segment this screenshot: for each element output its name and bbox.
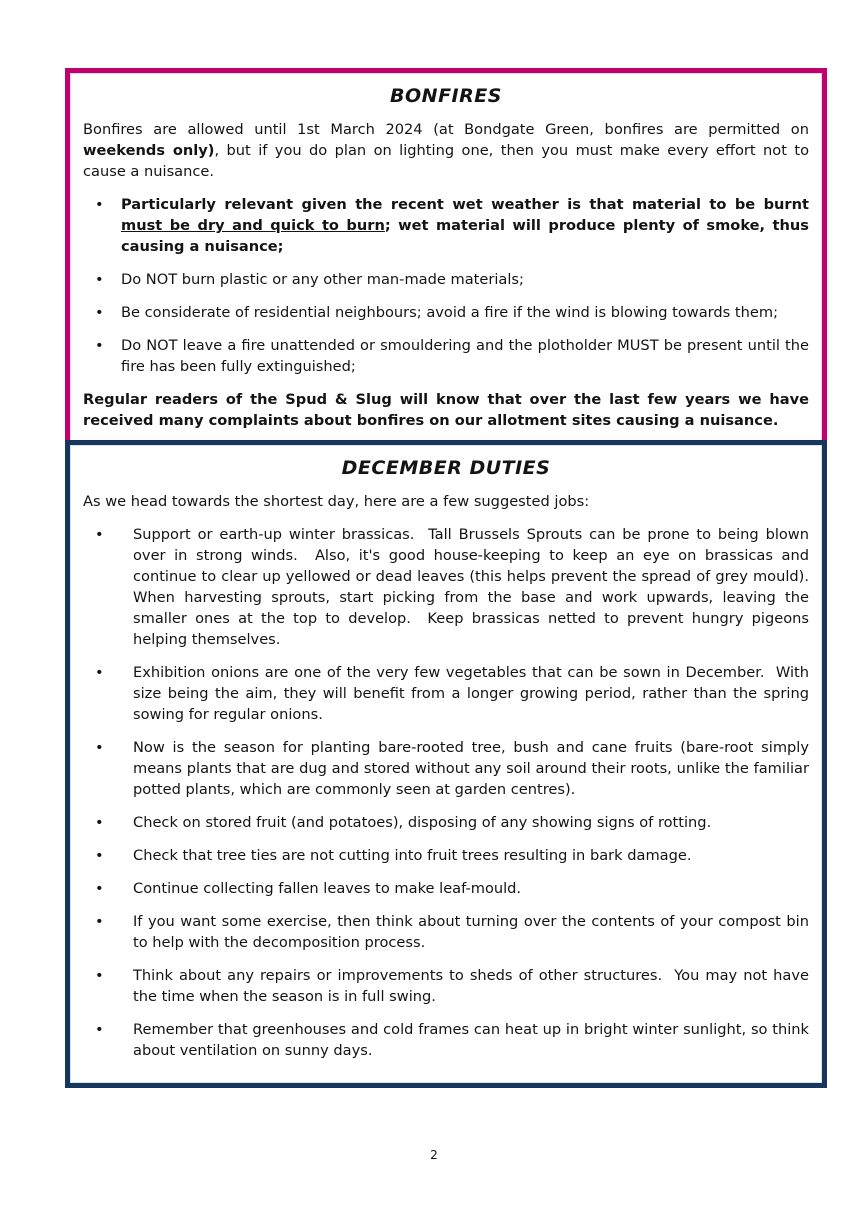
december-intro-paragraph: As we head towards the shortest day, here are a few suggested jobs:	[83, 493, 590, 510]
december-duties-title: DECEMBER DUTIES	[341, 457, 551, 479]
page-number: 2	[430, 1148, 438, 1162]
bullet-item: • Support or earth-up winter brassicas. Tall Brussels Sprouts can be prone to being blown over in strong winds. Also, it's good house-keeping to keep an eye on brassicas and continue to clear up yellowed or dead leaves (this helps prevent the spread of grey mould). When harvesting sprouts, start picking from the base and work upwards, leaving the smaller ones at the top to develop. Keep brassicas netted to prevent hungry pigeons helping themselves.	[83, 524, 809, 650]
text-run: , but if you do plan on lighting one, then you must make every effort not to cause a nuisance.	[83, 142, 814, 180]
bullet-item: • Do NOT burn plastic or any other man-made materials;	[83, 269, 809, 290]
bullet-item: • Do NOT leave a fire unattended or smouldering and the plotholder MUST be present until the fire has been fully extinguished;	[83, 335, 809, 377]
text-run: ; wet material will produce plenty of smoke, thus causing a nuisance;	[121, 217, 815, 255]
bonfires-intro-paragraph	[83, 119, 814, 182]
bullet-item: • Check that tree ties are not cutting into fruit trees resulting in bark damage.	[83, 845, 809, 866]
text-run: weekends only)	[83, 142, 215, 159]
text-run: Regular readers of the Spud & Slug will know that over the last few years we have received many complaints about bonfires on our allotment sites causing a nuisance.	[83, 391, 815, 429]
december-duties-box	[65, 440, 827, 1088]
bonfires-title: BONFIRES	[390, 85, 502, 107]
bullet-item: • If you want some exercise, then think about turning over the contents of your compost bin to help with the decomposition process.	[83, 911, 809, 953]
bonfires-bullet-list	[83, 194, 815, 377]
bullet-item: • Continue collecting fallen leaves to make leaf-mould.	[83, 878, 809, 899]
bullet-item: • Exhibition onions are one of the very few vegetables that can be sown in December. With size being the aim, they will benefit from a longer growing period, rather than the spring sowing for regular onions.	[83, 662, 809, 725]
bullet-item: • Remember that greenhouses and cold frames can heat up in bright winter sunlight, so think about ventilation on sunny days.	[83, 1019, 809, 1061]
text-run: Particularly relevant given the recent wet weather is that material to be burnt	[121, 196, 815, 213]
text-run: Bonfires are allowed until 1st March 2024 (at Bondgate Green, bonfires are permitted on	[83, 121, 814, 138]
bullet-item: • Be considerate of residential neighbours; avoid a fire if the wind is blowing towards them;	[83, 302, 809, 323]
bullet-item	[83, 194, 815, 257]
bonfires-box	[65, 68, 827, 446]
bullet-item: • Think about any repairs or improvements to sheds of other structures. You may not have the time when the season is in full swing.	[83, 965, 809, 1007]
text-run: must be dry and quick to burn	[121, 217, 385, 234]
bullet-item: • Check on stored fruit (and potatoes), disposing of any showing signs of rotting.	[83, 812, 809, 833]
bullet-item: • Now is the season for planting bare-rooted tree, bush and cane fruits (bare-root simply means plants that are dug and stored without any soil around their roots, unlike the familiar potted plants, which are commonly seen at garden centres).	[83, 737, 809, 800]
december-bullet-list	[83, 524, 819, 1061]
bonfires-closing-paragraph	[83, 389, 815, 431]
